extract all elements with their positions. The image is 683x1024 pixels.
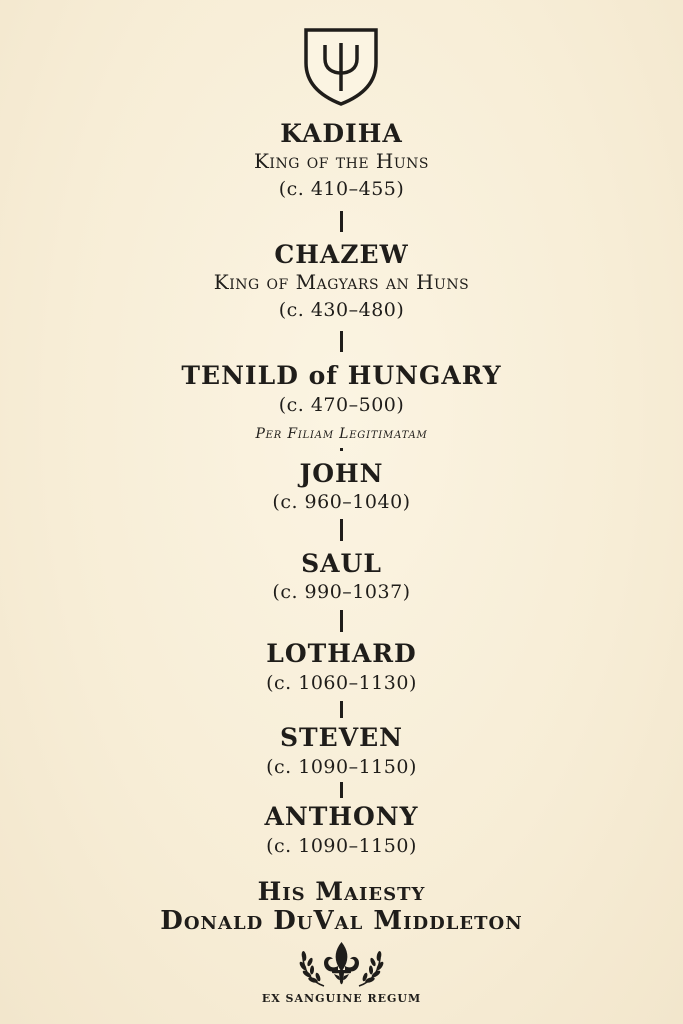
lineage-connector bbox=[340, 331, 343, 352]
ancestor-name: ANTHONY bbox=[264, 802, 419, 831]
ancestor-dates: (c. 1060–1130) bbox=[266, 672, 417, 694]
lineage-connector-dot bbox=[340, 448, 343, 451]
final-name: Donald DuVal Middleton bbox=[160, 906, 523, 936]
lineage-connector bbox=[340, 701, 343, 718]
lineage-connector bbox=[340, 782, 343, 798]
lineage-note: Per Filiam Legitimatam bbox=[255, 426, 428, 442]
ancestor-name: CHAZEW bbox=[274, 240, 409, 269]
ancestor-name: JOHN bbox=[299, 459, 384, 488]
motto: EX SANGUINE REGUM bbox=[261, 992, 422, 1005]
final-honorific: His Maiesty bbox=[257, 877, 426, 906]
ancestor-dates: (c. 430–480) bbox=[278, 299, 405, 321]
ancestor-dates: (c. 960–1040) bbox=[272, 491, 411, 513]
ancestor-dates: (c. 410–455) bbox=[278, 178, 405, 200]
ancestor-name: LOTHARD bbox=[266, 639, 417, 668]
ancestor-title: King of the Huns bbox=[253, 149, 430, 173]
ancestor-title: King of Magyars an Huns bbox=[213, 270, 470, 294]
ancestor-name: STEVEN bbox=[279, 723, 404, 752]
fleur-de-lis-laurel-icon bbox=[298, 940, 385, 990]
ancestor-dates: (c. 1090–1150) bbox=[266, 756, 417, 778]
trident-shield-icon bbox=[303, 27, 379, 107]
ancestor-dates: (c. 1090–1150) bbox=[266, 835, 417, 857]
lineage-connector bbox=[340, 519, 343, 541]
ancestor-dates: (c. 990–1037) bbox=[272, 581, 411, 603]
ancestor-name: TENILD of HUNGARY bbox=[181, 361, 502, 390]
ancestor-name: KADIHA bbox=[280, 119, 403, 148]
ancestor-name: SAUL bbox=[301, 549, 382, 578]
lineage-connector bbox=[340, 610, 343, 632]
ancestor-dates: (c. 470–500) bbox=[278, 394, 405, 416]
lineage-connector bbox=[340, 211, 343, 232]
